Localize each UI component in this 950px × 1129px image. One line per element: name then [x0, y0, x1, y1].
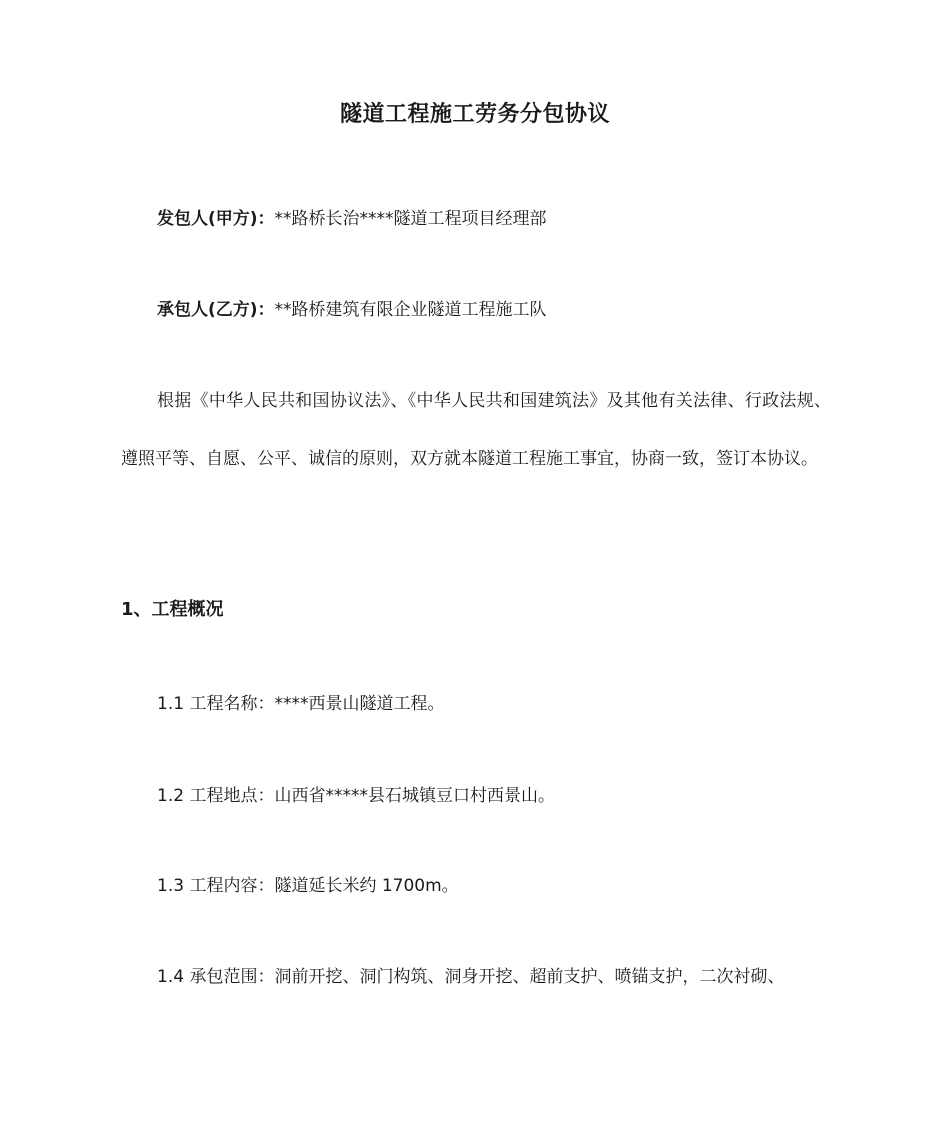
document-title: 隧道工程施工劳务分包协议 — [339, 102, 610, 127]
party-a-label: 发包人(甲方)： — [157, 209, 275, 229]
section-1-heading: 1、工程概况 — [121, 599, 224, 620]
section-1-item: 1.2 工程地点：山西省*****县石城镇豆口村西景山。 — [157, 786, 555, 806]
party-b-line — [157, 298, 547, 322]
section-1-item: 1.1 工程名称：****西景山隧道工程。 — [157, 694, 445, 714]
party-a-value: **路桥长治****隧道工程项目经理部 — [274, 209, 547, 229]
section-1-item: 1.4 承包范围：洞前开挖、洞门构筑、洞身开挖、超前支护、喷锚支护，二次衬砌、 — [157, 967, 785, 987]
party-a-line — [157, 207, 547, 231]
section-1-item: 1.3 工程内容：隧道延长米约 1700m。 — [157, 876, 459, 896]
preamble-paragraph: 根据《中华人民共和国协议法》、《中华人民共和国建筑法》及其他有关法律、行政法规、遵照平等、自愿、公平、诚信的原则，双方就本隧道工程施工事宜，协商一致，签订本协议。 — [121, 391, 831, 469]
party-b-value: **路桥建筑有限企业隧道工程施工队 — [274, 300, 547, 320]
party-b-label: 承包人(乙方)： — [157, 300, 275, 320]
